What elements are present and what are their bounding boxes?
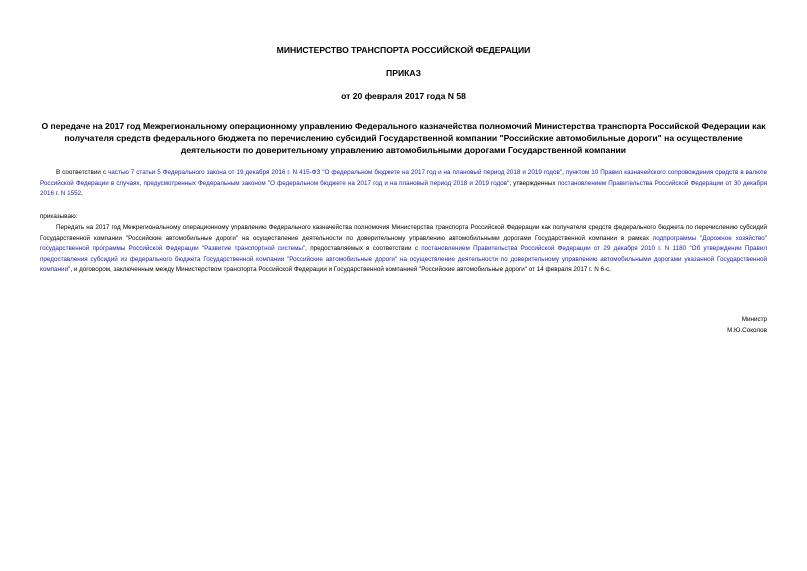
preamble-text-4: ,	[81, 190, 83, 197]
order-word: приказываю:	[40, 213, 78, 220]
document-date-number: от 20 февраля 2017 года N 58	[341, 91, 466, 101]
preamble-text-3: , утвержденных	[509, 179, 558, 187]
link-government-resolution-1552[interactable]: постановлением Правительства Российской Федерации от 30 декабря 2016 г. N 1552	[40, 179, 768, 197]
ministry-heading: МИНИСТЕРСТВО ТРАНСПОРТА РОССИЙСКОЙ ФЕДЕРАЦИИ	[276, 45, 531, 55]
link-subprogram-road-economy[interactable]: подпрограммы "Дорожное хозяйство" государственной программы Российской Федерации "Развитие транспортной системы"	[40, 234, 767, 252]
document-title: О передаче на 2017 год Межрегиональному операционному управлению Федерального казначейства полномочий Министерства транспорта Российской Федерации как получателя средств федерального бюджета по перечислению субсидий Государственной компании "Российские автомобильные дороги" на осуществление деятельности по доверительному управлению автомобильными дорогами Государственной компании	[41, 121, 766, 155]
signatory-position: Министр	[741, 316, 767, 323]
link-treasury-rules-p10[interactable]: пунктом 10 Правил казначейского сопровождения средств в валюте Российской Федерации в случаях, предусмотренных Федеральным законом "О федеральном бюджете на 2017 год и на плановый период 2018 и 2019 годов"	[40, 169, 767, 187]
signatory-name: М.Ю.Соколов	[727, 326, 767, 334]
document-type: ПРИКАЗ	[386, 68, 421, 78]
signature-block	[727, 315, 767, 336]
order-body-paragraph	[40, 223, 767, 276]
body-text-2: , предоставляемых в соответствии с	[305, 245, 422, 252]
body-text-3: , и договором, заключенным между Министерством транспорта Российской Федерации и Государственной компанией "Российские автомобильные дороги" от 14 февраля 2017 г. N 6-с.	[70, 266, 612, 273]
body-text-1: Передать на 2017 год Межрегиональному операционному управлению Федерального казначейства полномочия Министерства транспорта Российской Федерации как получателя средств федерального бюджета по перечислению субсидий Государственной компании "Российские автомобильные дороги" на осуществление деятельности по доверительному управлению автомобильными дорогами Государственной компании в рамках	[40, 224, 767, 242]
preamble-paragraph	[40, 168, 767, 200]
link-government-resolution-1180[interactable]: постановлением Правительства Российской Федерации от 29 декабря 2010 г. N 1180 "Об утверждении Правил предоставления субсидий из федерального бюджета Государственной компании "Российские автомобильные дороги" на осуществление деятельности по доверительному управлению автомобильными дорогами указанной Государственной компании"	[40, 245, 767, 273]
preamble-text-1: В соответствии с	[56, 169, 109, 176]
preamble-text-2: ,	[562, 169, 566, 176]
link-federal-law-415[interactable]: частью 7 статьи 5 Федерального закона от 19 декабря 2016 г. N 415-ФЗ "О федеральном бюджете на 2017 год и на плановый период 2018 и 2019 годов"	[108, 169, 563, 176]
